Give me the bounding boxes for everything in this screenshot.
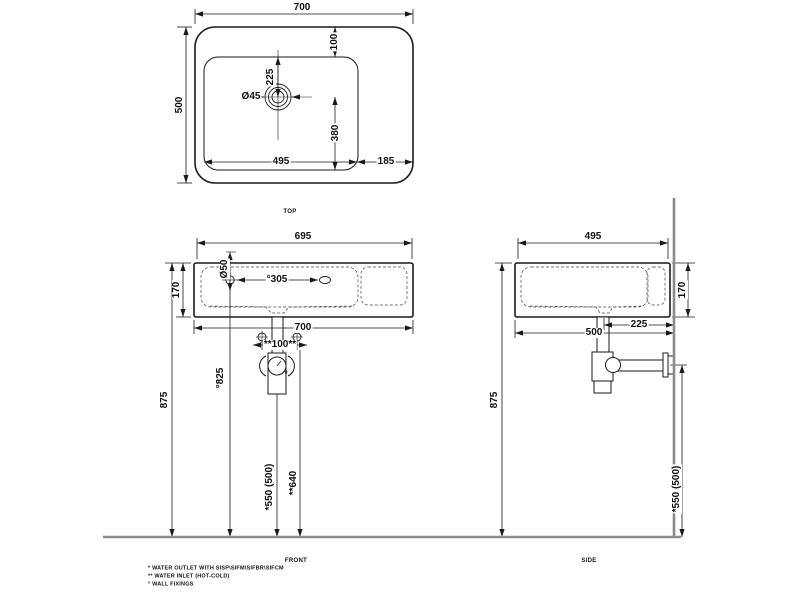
front-view-inner-contours	[201, 267, 407, 313]
dim-top-width: 700	[293, 2, 311, 13]
footnote-water-inlet: ** WATER INLET (HOT-COLD)	[148, 573, 230, 580]
dim-top-drain-to-front: 380	[330, 124, 341, 142]
caption-side-view: SIDE	[581, 558, 597, 564]
dim-side-basin-height: 170	[677, 281, 688, 299]
front-view-trap	[260, 317, 295, 394]
dim-front-rim-width: 695	[294, 231, 312, 242]
dim-top-rim-offset: 100	[329, 33, 340, 51]
dim-side-total-height: 875	[489, 391, 500, 409]
dim-front-fixing-hole: Ø50	[219, 259, 230, 279]
dim-side-total-depth: 500	[585, 327, 603, 338]
footnote-wall-fixings: ° WALL FIXINGS	[148, 581, 194, 588]
dim-top-drain-diameter: Ø45	[241, 91, 261, 102]
dim-front-inlet-height: **640	[288, 470, 299, 496]
side-view-basin	[515, 263, 670, 317]
dim-top-drain-offset: 225	[265, 68, 276, 86]
dim-top-bowl-width: 495	[272, 156, 290, 167]
caption-top-view: TOP	[283, 209, 297, 215]
dim-top-ledge-width: 185	[377, 156, 395, 167]
footnote-water-outlet: * WATER OUTLET WITH SISP\SIFM\SIFBR\SIFCM	[148, 565, 284, 572]
dim-front-fixing-height: °825	[215, 367, 226, 389]
dim-front-basin-height: 170	[171, 281, 182, 299]
dim-front-fixing-spacing: °305	[266, 274, 288, 285]
caption-front-view: FRONT	[284, 558, 308, 564]
dim-front-total-height: 875	[159, 391, 170, 409]
dim-side-drain-to-wall: 225	[630, 319, 648, 330]
dim-front-inlet-spacing: **100**	[263, 339, 297, 350]
dim-side-depth: 495	[584, 231, 602, 242]
dim-top-height: 500	[174, 96, 185, 114]
dim-front-width: 700	[294, 322, 312, 333]
dim-side-outlet-height: *550 (500)	[671, 465, 682, 513]
outlet-asterisk-marker: *	[284, 369, 288, 379]
side-view-inner-contours	[521, 267, 665, 313]
dim-front-outlet-height: *550 (500)	[264, 463, 275, 511]
